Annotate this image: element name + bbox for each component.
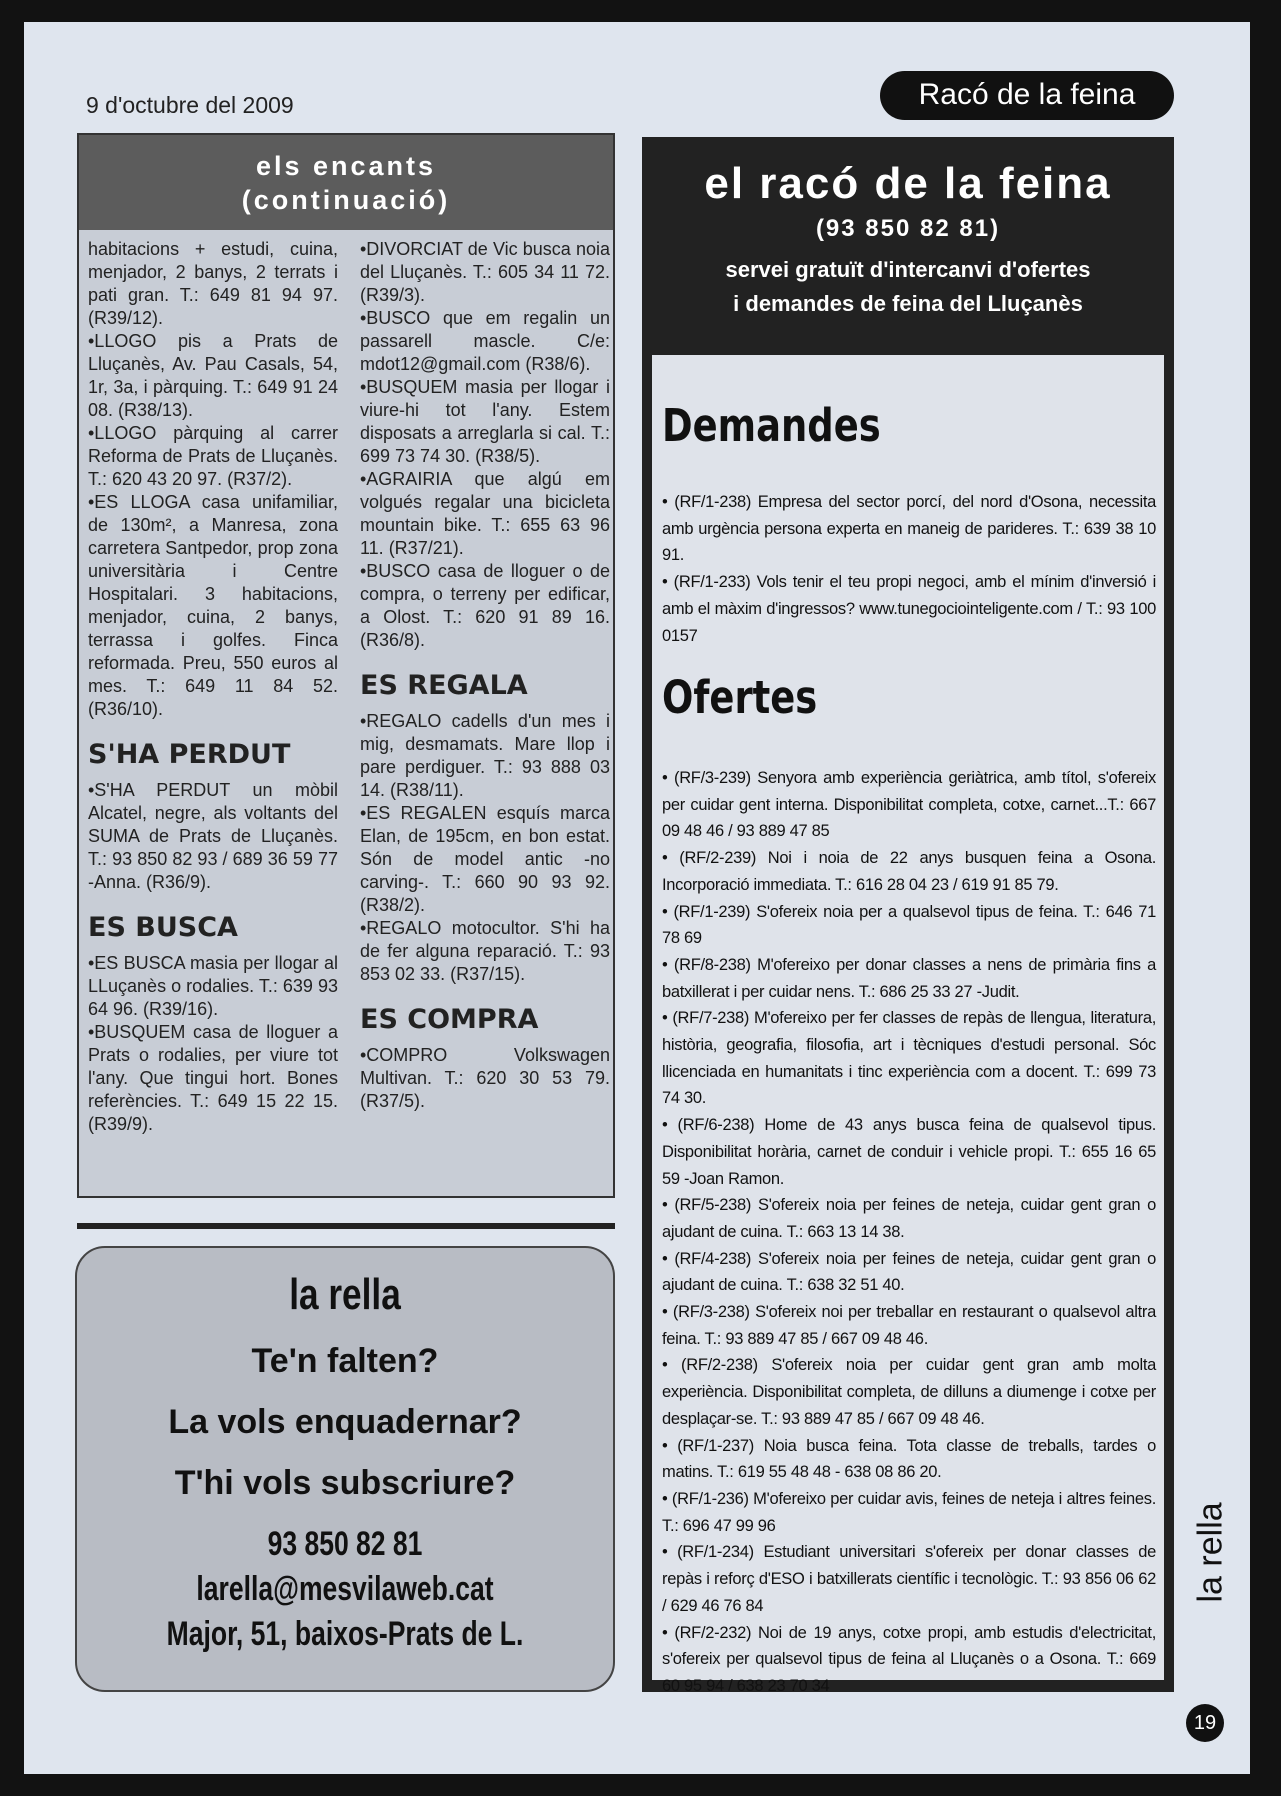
- classified-item: •LLOGO pàrquing al carrer Reforma de Prats de Lluçanès. T.: 620 43 20 97. (R37/2).: [88, 423, 338, 489]
- job-listing-item: • (RF/6-238) Home de 43 anys busca feina de qualsevol tipus. Disponibilitat horària, carnet de conduir i vehicle propi. T.: 655 16 65 59 -Joan Ramon.: [662, 1116, 1156, 1188]
- job-listing-item: • (RF/2-238) S'ofereix noia per cuidar gent gran amb molta experiència. Disponibilitat completa, de dilluns a diumenge i cotxe per desplaçar-se. T.: 93 889 47 85 / 667 09 48 46.: [662, 1356, 1156, 1428]
- job-listing-item: • (RF/2-239) Noi i noia de 22 anys busquen feina a Osona. Incorporació immediata. T.: 616 28 04 23 / 619 91 85 79.: [662, 849, 1156, 894]
- classified-item: •ES REGALEN esquís marca Elan, de 195cm, en bon estat. Són de model antic -no carving-. T.: 660 90 93 92. (R38/2).: [360, 803, 610, 915]
- job-listing-item: • (RF/7-238) M'ofereixo per fer classes de repàs de llengua, literatura, història, geografia, filosofia, art i tècniques d'estudi personal. Sóc llicenciada en humanitats i tinc experiència com a docent. T.: 699 73 74 30.: [662, 1009, 1156, 1108]
- ad-question: T'hi vols subscriure?: [174, 1464, 516, 1502]
- ofertes-list: [662, 765, 1156, 1700]
- classified-item: •ES LLOGA casa unifamiliar, de 130m², a Manresa, zona carretera Santpedor, prop zona universitària i Centre Hospitalari. 3 habitacions, menjador, cuina, 2 banys, terrassa i golfes. Finca reformada. Preu, 550 euros al mes. T.: 649 11 84 52. (R36/10).: [88, 492, 338, 719]
- section-heading-busca: ES BUSCA: [88, 912, 238, 943]
- classified-item: habitacions + estudi, cuina, menjador, 2 banys, 2 terrats i pati gran. T.: 649 81 94 97. (R39/12).: [88, 239, 338, 328]
- jobs-listing: [652, 355, 1164, 1695]
- ofertes-heading: Ofertes: [662, 671, 818, 724]
- job-listing-item: • (RF/5-238) S'ofereix noia per feines de neteja, cuidar gent gran o ajudant de cuina. T.: 663 13 14 38.: [662, 1196, 1156, 1241]
- job-listing-item: • (RF/3-238) S'ofereix noi per treballar en restaurant o qualsevol altra feina. T.: 93 889 47 85 / 667 09 48 46.: [662, 1303, 1156, 1348]
- publication-brand: la rella: [1191, 1502, 1230, 1603]
- classified-item: •REGALO motocultor. S'hi ha de fer alguna reparació. T.: 93 853 02 33. (R37/15).: [360, 918, 610, 984]
- classifieds-box: [77, 133, 615, 1198]
- classified-item: •LLOGO pis a Prats de Lluçanès, Av. Pau Casals, 54, 1r, 3a, i pàrquing. T.: 649 91 24 08. (R38/13).: [88, 331, 338, 420]
- jobs-panel: [642, 137, 1174, 1695]
- job-listing-item: • (RF/1-234) Estudiant universitari s'ofereix per donar classes de repàs i reforç d'ESO i batxillerats científic i tecnològic. T.: 93 856 06 62 / 629 46 76 84: [662, 1543, 1156, 1615]
- ad-email: larella@mesvilaweb.cat: [196, 1570, 494, 1608]
- classified-item: •AGRAIRIA que algú em volgués regalar una bicicleta mountain bike. T.: 655 63 96 11. (R37/21).: [360, 469, 610, 558]
- job-listing-item: • (RF/1-239) S'ofereix noia per a qualsevol tipus de feina. T.: 646 71 78 69: [662, 902, 1156, 948]
- ad-title: la rella: [289, 1270, 401, 1319]
- classified-item: •BUSQUEM casa de lloguer a Prats o rodalies, per viure tot l'any. Que tingui hort. Bones referències. T.: 649 15 22 15. (R39/9).: [88, 1022, 338, 1134]
- section-tab: Racó de la feina: [880, 71, 1174, 120]
- section-heading-perdut: S'HA PERDUT: [88, 739, 291, 770]
- classifieds-header: [79, 135, 613, 230]
- job-listing-item: • (RF/1-236) M'ofereixo per cuidar avis, feines de neteja i altres feines. T.: 696 47 99 96: [662, 1489, 1156, 1535]
- classified-item: •COMPRO Volkswagen Multivan. T.: 620 30 53 79. (R37/5).: [360, 1045, 610, 1111]
- ad-phone: 93 850 82 81: [267, 1525, 423, 1563]
- classified-item: •BUSCO casa de lloguer o de compra, o terreny per edificar, a Olost. T.: 620 91 89 16. (R36/8).: [360, 561, 610, 650]
- page-date: 9 d'octubre del 2009: [86, 92, 294, 118]
- demandes-list: [662, 489, 1156, 649]
- section-heading-compra: ES COMPRA: [360, 1004, 539, 1035]
- job-listing-item: • (RF/1-238) Empresa del sector porcí, del nord d'Osona, necessita amb urgència persona experta en maneig de parideres. T.: 639 38 10 91.: [662, 493, 1156, 565]
- classified-item: •S'HA PERDUT un mòbil Alcatel, negre, als voltants del SUMA de Prats de Lluçanès. T.: 93 850 82 93 / 689 36 59 77 -Anna. (R36/9).: [88, 780, 338, 892]
- classifieds-subtitle: (continuació): [241, 185, 451, 215]
- jobs-subtitle-line: servei gratuït d'intercanvi d'ofertes: [725, 257, 1091, 282]
- job-listing-item: • (RF/3-239) Senyora amb experiència geriàtrica, amb títol, s'ofereix per cuidar gent interna. Disponibilitat completa, cotxe, carnet...T.: 667 09 48 46 / 93 889 47 85: [662, 769, 1156, 841]
- demandes-heading: Demandes: [662, 399, 881, 452]
- ad-address: Major, 51, baixos-Prats de L.: [166, 1615, 524, 1653]
- divider: [77, 1223, 615, 1229]
- classified-item: •BUSQUEM masia per llogar i viure-hi tot l'any. Estem disposats a arreglarla si cal. T.: 699 73 74 30. (R38/5).: [360, 377, 610, 466]
- classifieds-column-2: [360, 238, 610, 1113]
- job-listing-item: • (RF/4-238) S'ofereix noia per feines de neteja, cuidar gent gran o ajudant de cuina. T.: 638 32 51 40.: [662, 1249, 1156, 1295]
- ad-question: Te'n falten?: [251, 1342, 439, 1380]
- job-listing-item: • (RF/1-237) Noia busca feina. Tota classe de treballs, tardes o matins. T.: 619 55 48 48 - 638 08 86 20.: [662, 1436, 1156, 1482]
- ad-question: La vols enquadernar?: [168, 1403, 522, 1441]
- job-listing-item: • (RF/8-238) M'ofereixo per donar classes a nens de primària fins a batxillerat i per cuidar nens. T.: 686 25 33 27 -Judit.: [662, 955, 1156, 1001]
- classified-item: •DIVORCIAT de Vic busca noia del Lluçanès. T.: 605 34 11 72. (R39/3).: [360, 239, 610, 305]
- jobs-subtitle-line: i demandes de feina del Lluçanès: [733, 291, 1083, 316]
- classifieds-title: els encants: [255, 151, 437, 181]
- jobs-phone: (93 850 82 81): [815, 215, 1001, 242]
- job-listing-item: • (RF/1-233) Vols tenir el teu propi negoci, amb el mínim d'inversió i amb el màxim d'ingressos? www.tunegociointeligente.com / T.: 93 100 0157: [662, 573, 1156, 645]
- classified-item: •REGALO cadells d'un mes i mig, desmamats. Mare llop i pare perdiguer. T.: 93 888 03 14. (R38/11).: [360, 711, 610, 800]
- page-number: 19: [1186, 1704, 1224, 1742]
- classified-item: •BUSCO que em regalin un passarell mascle. C/e: mdot12@gmail.com (R38/6).: [360, 308, 610, 374]
- section-heading-regala: ES REGALA: [360, 670, 528, 701]
- jobs-title: el racó de la feina: [704, 159, 1112, 208]
- classifieds-column-1: [88, 238, 338, 1136]
- subscription-ad: [75, 1246, 615, 1692]
- jobs-subtitle: [642, 253, 1174, 321]
- classified-item: •ES BUSCA masia per llogar al LLuçanès o rodalies. T.: 639 93 64 96. (R39/16).: [88, 953, 338, 1019]
- job-listing-item: • (RF/2-232) Noi de 19 anys, cotxe propi, amb estudis d'electricitat, s'ofereix per qualsevol tipus de feina al Lluçanès o a Osona. T.: 669 60 95 94 / 638 23 70 34: [662, 1623, 1156, 1695]
